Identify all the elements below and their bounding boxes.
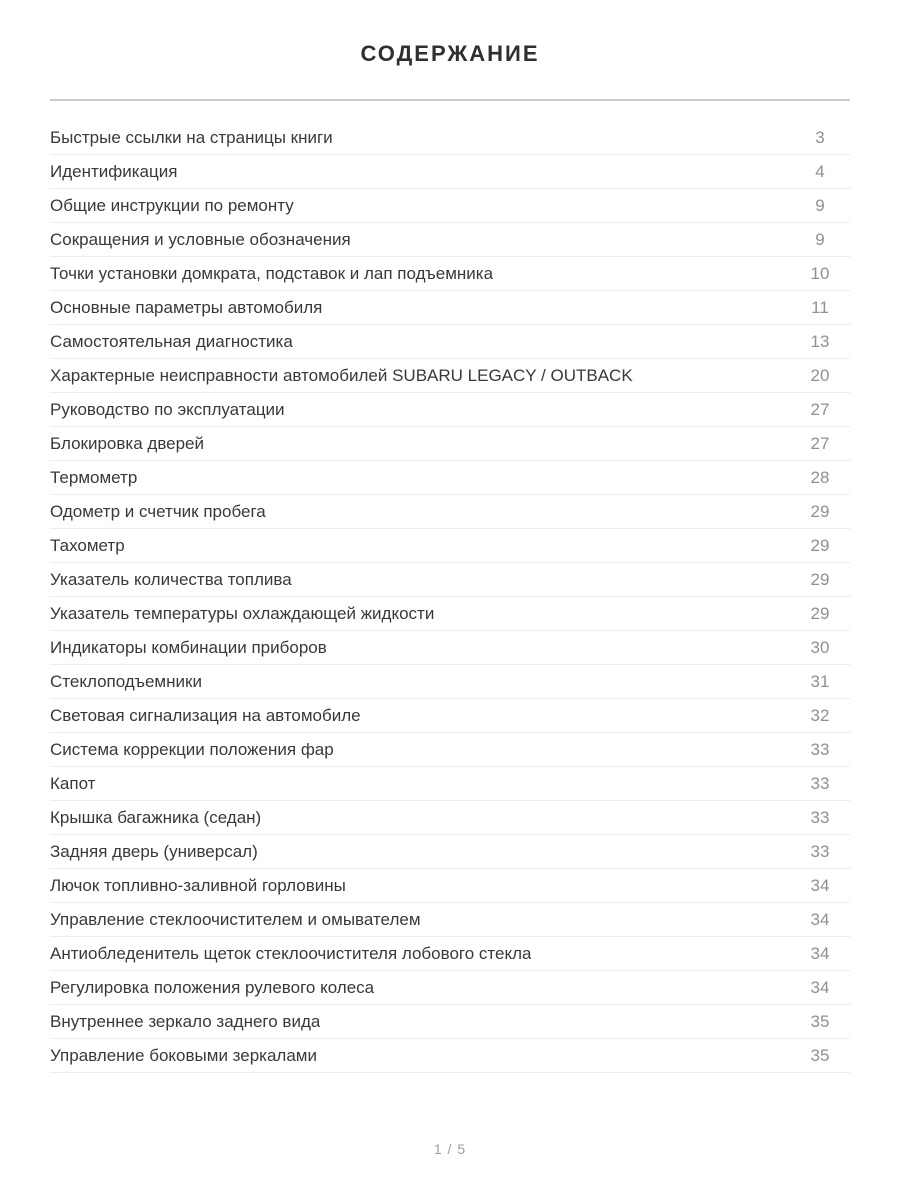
toc-row[interactable] xyxy=(50,121,850,155)
toc-item-label: Стеклоподъемники xyxy=(50,671,202,691)
toc-row[interactable] xyxy=(50,733,850,767)
toc-item-page: 34 xyxy=(810,909,830,929)
toc-row[interactable] xyxy=(50,869,850,903)
toc-row[interactable] xyxy=(50,495,850,529)
toc-row[interactable] xyxy=(50,1039,850,1073)
toc-item-label: Сокращения и условные обозначения xyxy=(50,229,351,249)
toc-item-label: Антиобледенитель щеток стеклоочистителя лобового стекла xyxy=(50,943,532,963)
toc-item-page: 34 xyxy=(810,943,830,963)
toc-row[interactable] xyxy=(50,461,850,495)
toc-item-page: 33 xyxy=(810,739,830,759)
toc-item-label: Быстрые ссылки на страницы книги xyxy=(50,127,333,147)
page-title: СОДЕРЖАНИЕ xyxy=(360,41,540,66)
toc-item-label: Основные параметры автомобиля xyxy=(50,297,323,317)
toc-item-label: Термометр xyxy=(50,467,138,487)
toc-item-page: 9 xyxy=(815,229,825,249)
toc-row[interactable] xyxy=(50,767,850,801)
toc-item-label: Тахометр xyxy=(50,535,125,555)
toc-row[interactable] xyxy=(50,597,850,631)
toc-item-label: Блокировка дверей xyxy=(50,433,205,453)
toc-row[interactable] xyxy=(50,937,850,971)
toc-item-page: 27 xyxy=(810,433,830,453)
toc-item-label: Крышка багажника (седан) xyxy=(50,807,262,827)
toc-row[interactable] xyxy=(50,223,850,257)
toc-item-page: 29 xyxy=(810,603,830,623)
toc-item-page: 10 xyxy=(810,263,830,283)
toc-item-page: 33 xyxy=(810,807,830,827)
toc-item-page: 33 xyxy=(810,773,830,793)
toc-item-page: 4 xyxy=(815,161,825,181)
toc-row[interactable] xyxy=(50,257,850,291)
toc-page xyxy=(50,0,850,1073)
toc-row[interactable] xyxy=(50,189,850,223)
toc-item-label: Общие инструкции по ремонту xyxy=(50,195,294,215)
toc-row[interactable] xyxy=(50,903,850,937)
toc-item-page: 34 xyxy=(810,875,830,895)
toc-item-page: 31 xyxy=(810,671,830,691)
toc-item-label: Указатель количества топлива xyxy=(50,569,292,589)
toc-item-page: 32 xyxy=(810,705,830,725)
toc-item-label: Капот xyxy=(50,773,96,793)
toc-item-label: Управление стеклоочистителем и омывателем xyxy=(50,909,421,929)
toc-item-label: Идентификация xyxy=(50,161,178,181)
toc-row[interactable] xyxy=(50,563,850,597)
toc-item-page: 29 xyxy=(810,569,830,589)
toc-row[interactable] xyxy=(50,699,850,733)
toc-row[interactable] xyxy=(50,291,850,325)
toc-item-page: 28 xyxy=(810,467,830,487)
toc-item-label: Регулировка положения рулевого колеса xyxy=(50,977,375,997)
toc-item-page: 27 xyxy=(810,399,830,419)
toc-item-page: 3 xyxy=(815,127,825,147)
toc-item-label: Руководство по эксплуатации xyxy=(50,399,285,419)
toc-item-label: Указатель температуры охлаждающей жидкости xyxy=(50,603,435,623)
toc-item-page: 9 xyxy=(815,195,825,215)
toc-item-page: 35 xyxy=(810,1045,830,1065)
toc-item-page: 30 xyxy=(810,637,830,657)
toc-row[interactable] xyxy=(50,801,850,835)
toc-item-label: Характерные неисправности автомобилей SUBARU LEGACY / OUTBACK xyxy=(50,365,633,385)
toc-row[interactable] xyxy=(50,1005,850,1039)
toc-item-label: Внутреннее зеркало заднего вида xyxy=(50,1011,321,1031)
toc-item-label: Управление боковыми зеркалами xyxy=(50,1045,317,1065)
toc-list xyxy=(50,121,850,1073)
toc-row[interactable] xyxy=(50,359,850,393)
toc-item-label: Лючок топливно-заливной горловины xyxy=(50,875,346,895)
toc-item-label: Индикаторы комбинации приборов xyxy=(50,637,327,657)
pager-indicator: 1 / 5 xyxy=(433,1141,467,1157)
toc-item-label: Задняя дверь (универсал) xyxy=(50,841,258,861)
toc-item-page: 29 xyxy=(810,535,830,555)
toc-item-page: 13 xyxy=(810,331,830,351)
toc-row[interactable] xyxy=(50,665,850,699)
toc-item-page: 33 xyxy=(810,841,830,861)
toc-item-page: 20 xyxy=(810,365,830,385)
toc-row[interactable] xyxy=(50,631,850,665)
toc-item-label: Световая сигнализация на автомобиле xyxy=(50,705,361,725)
toc-row[interactable] xyxy=(50,971,850,1005)
toc-item-page: 29 xyxy=(810,501,830,521)
title-divider xyxy=(50,99,850,101)
toc-item-label: Самостоятельная диагностика xyxy=(50,331,293,351)
toc-item-page: 35 xyxy=(810,1011,830,1031)
toc-row[interactable] xyxy=(50,835,850,869)
toc-row[interactable] xyxy=(50,155,850,189)
toc-item-label: Одометр и счетчик пробега xyxy=(50,501,266,521)
toc-item-label: Точки установки домкрата, подставок и лап подъемника xyxy=(50,263,494,283)
toc-item-label: Система коррекции положения фар xyxy=(50,739,334,759)
toc-row[interactable] xyxy=(50,529,850,563)
toc-item-page: 34 xyxy=(810,977,830,997)
toc-row[interactable] xyxy=(50,427,850,461)
toc-item-page: 11 xyxy=(811,297,829,317)
toc-row[interactable] xyxy=(50,325,850,359)
toc-row[interactable] xyxy=(50,393,850,427)
